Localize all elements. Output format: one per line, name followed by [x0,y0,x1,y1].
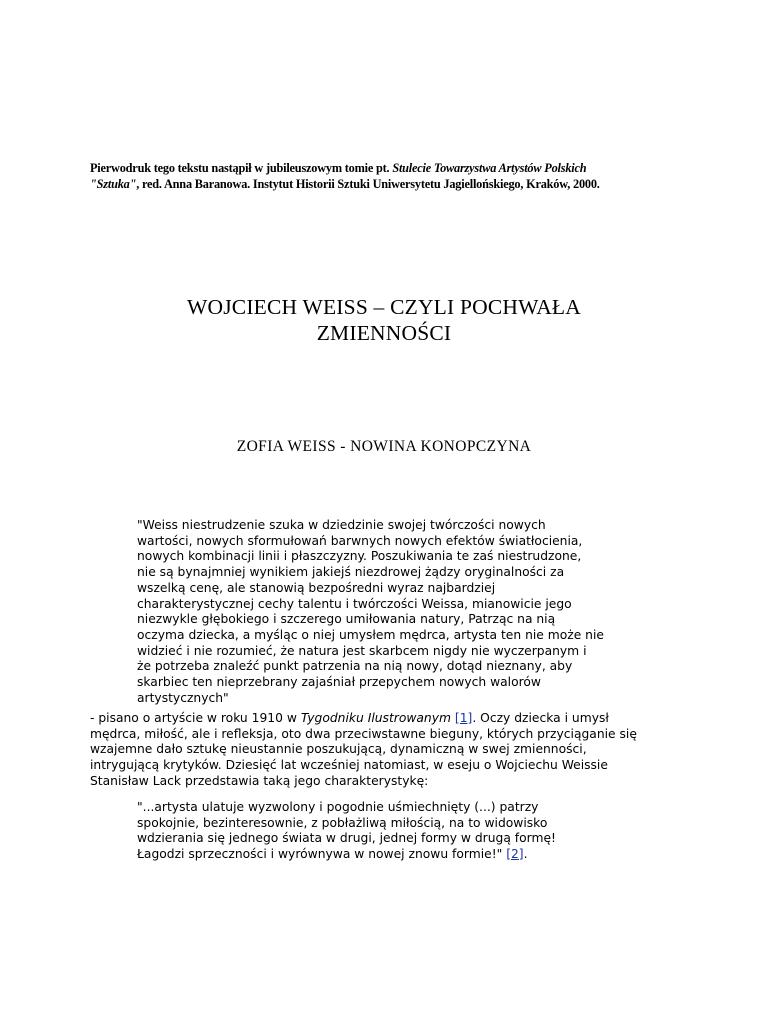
quote-line-4-suffix: . [523,847,528,862]
opening-quote [137,518,637,706]
quote-line: wartości, nowych sformułowań barwnych nowych efektów światłocienia, [137,533,583,548]
article-title [90,294,678,346]
article-title-line-1: WOJCIECH WEISS – CZYLI POCHWAŁA [187,295,581,319]
publication-note-prefix: Pierwodruk tego tekstu nastąpił w jubileuszowym tomie pt. [90,161,393,175]
publication-book-title-cont: "Sztuka" [90,177,137,191]
quote-line: charakterystycznej cechy talentu i twórczości Weissa, mianowicie jego [137,596,572,611]
quote-line: "...artysta ulatuje wyzwolony i pogodnie uśmiechnięty (...) patrzy [137,800,539,814]
footnote-link-2[interactable]: [2] [506,847,524,862]
quote-line: że potrzeba znaleźć punkt patrzenia na nią nowy, dotąd nieznany, aby [137,659,573,674]
quote-line: oczyma dziecka, a myśląc o niej umysłem mędrca, artysta ten nie może nie [137,627,604,642]
quote-line: nowych kombinacji linii i płaszczyzny. Poszukiwania te zaś niestrudzone, [137,549,582,564]
body-paragraph [90,711,680,790]
quote-line: spokojnie, bezinteresownie, z pobłażliwą miłością, na to widowisko [137,815,548,830]
body-line-1-suffix: . Oczy dziecka i umysł [472,711,609,725]
publication-book-title: Stulecie Towarzystwa Artystów Polskich [392,161,587,175]
quote-line-4-text: Łagodzi sprzeczności i wyrównywa w nowej znowu formie!" [137,847,507,862]
body-line-4: intrygującą krytyków. Dziesięć lat wcześniej natomiast, w eseju o Wojciechu Weissie [90,758,608,773]
body-line-1-prefix: - pisano o artyście w roku 1910 w [90,711,301,725]
quote-line: niezwykle głębokiego i szczerego umiłowania natury, Patrząc na nią [137,612,556,627]
quote-line: widzieć i nie rozumieć, że natura jest skarbcem nigdy nie wyczerpanym i [137,643,587,658]
quote-line: "Weiss niestrudzenie szuka w dziedzinie swojej twórczości nowych [137,518,546,532]
quote-line-4 [137,847,637,863]
quote-line: artystycznych" [137,690,229,705]
article-title-line-2: ZMIENNOŚCI [316,321,452,345]
quote-line: wszelką cenę, ale stanowią bezpośredni wyraz najbardziej [137,580,496,595]
footnote-link-1[interactable]: [1] [454,711,473,725]
quote-line: skarbiec ten nieprzebrany zajaśniał przepychem nowych walorów [137,675,541,690]
body-line-3: wzajemne dało sztukę nieustannie poszukującą, dynamiczną w swej zmienności, [90,742,587,757]
publication-note-suffix: , red. Anna Baranowa. Instytut Historii Sztuki Uniwersytetu Jagiellońskiego, Kraków, 2000. [136,177,600,191]
lack-quote [137,800,637,863]
periodical-title: Tygodniku Ilustrowanym [300,711,451,725]
body-line-2: mędrca, miłość, ale i refleksja, oto dwa przeciwstawne bieguny, których przyciąganie się [90,726,637,741]
article-author: ZOFIA WEISS - NOWINA KONOPCZYNA [236,438,532,455]
publication-note [90,160,690,192]
body-line-1 [90,711,680,727]
quote-line: wdzierania się jednego świata w drugi, jednej formy w drugą formę! [137,831,556,846]
body-line-5: Stanisław Lack przedstawia taką jego charakterystykę: [90,773,429,788]
quote-line: nie są bynajmniej wynikiem jakiejś niezdrowej żądzy oryginalności za [137,565,565,580]
